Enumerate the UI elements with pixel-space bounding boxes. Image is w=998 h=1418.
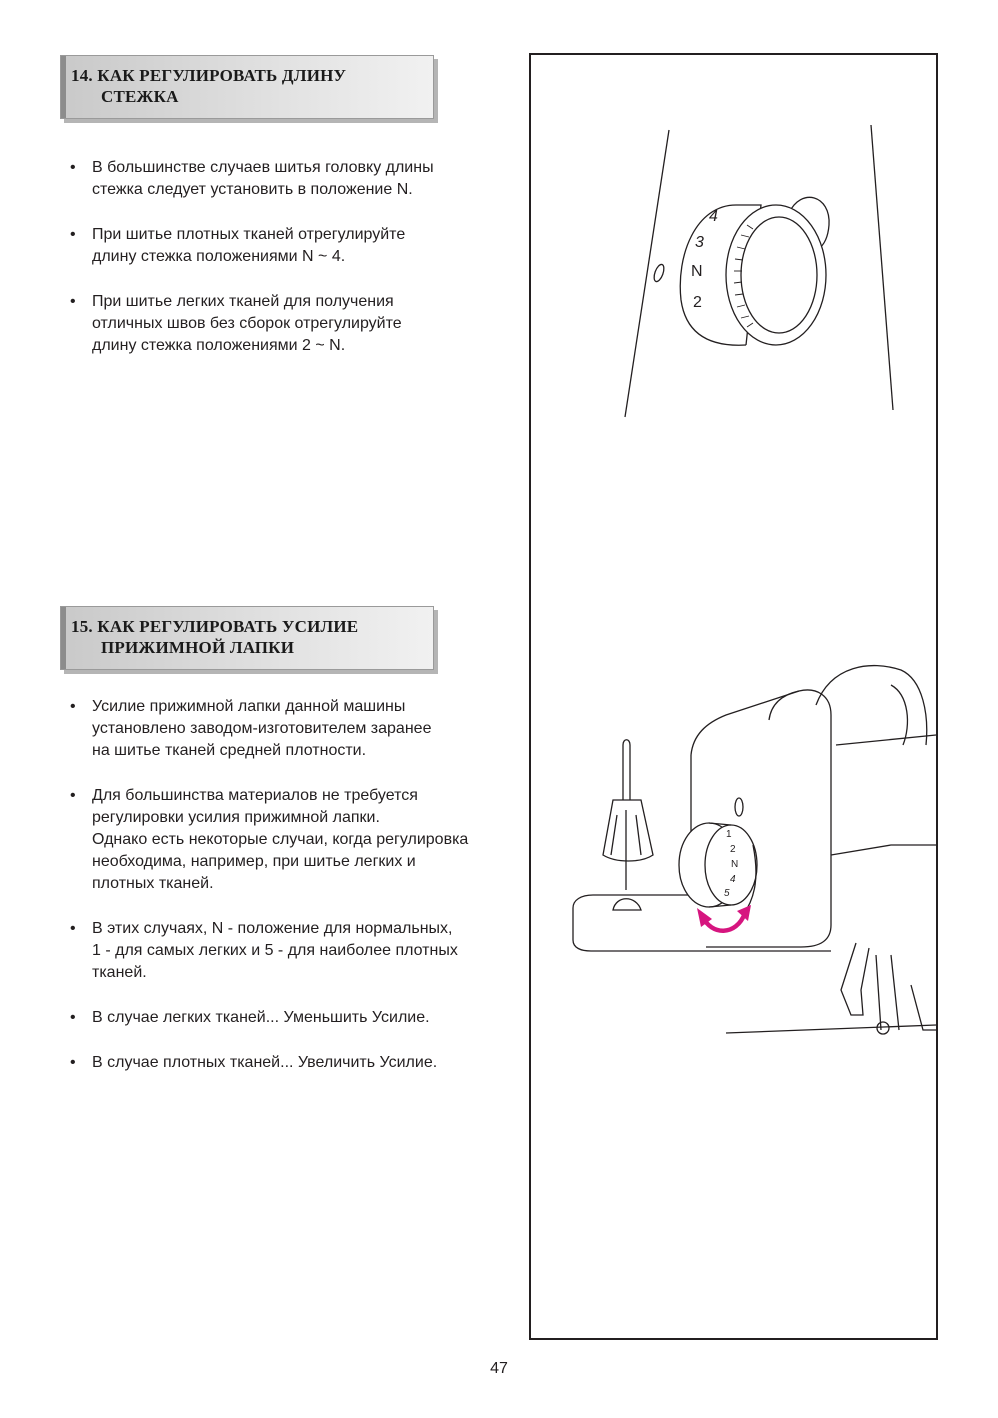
section-14-title-line2: СТЕЖКА bbox=[101, 87, 179, 106]
pressure-dial-label: 4 bbox=[730, 874, 736, 885]
pressure-dial-label: 5 bbox=[724, 888, 730, 899]
pressure-dial-label: 1 bbox=[726, 829, 732, 840]
bullet-item: • В этих случаях, N - положение для нормальных, 1 - для самых легких и 5 - для наиболее плотных тканей. bbox=[60, 918, 520, 984]
rotate-arrow-icon bbox=[697, 905, 751, 931]
bullet-item: • Для большинства материалов не требуется регулировки усилия прижимной лапки. Однако есть некоторые случаи, когда регулировка необходима, например, при шитье легких и плотных тканей. bbox=[60, 785, 520, 895]
presser-pressure-illustration bbox=[573, 666, 936, 1034]
bullet-item: • При шитье плотных тканей отрегулируйте длину стежка положениями N ~ 4. bbox=[60, 224, 520, 268]
bullet-item: • В случае плотных тканей... Увеличить Усилие. bbox=[60, 1052, 520, 1074]
pressure-dial-label: 2 bbox=[730, 844, 736, 855]
illustrations bbox=[531, 55, 936, 1338]
bullet-item: • Усилие прижимной лапки данной машины установлено заводом-изготовителем заранее на шитье тканей средней плотности. bbox=[60, 696, 520, 762]
illustration-frame bbox=[529, 53, 938, 1340]
stitch-dial-label: 2 bbox=[693, 294, 702, 311]
section-14-title-line1: 14. КАК РЕГУЛИРОВАТЬ ДЛИНУ bbox=[71, 66, 347, 85]
stitch-length-dial-illustration bbox=[625, 125, 893, 417]
section-15-title bbox=[71, 616, 427, 658]
section-15-heading bbox=[60, 606, 434, 670]
section-15-title-line2: ПРИЖИМНОЙ ЛАПКИ bbox=[101, 638, 295, 657]
section-14-heading bbox=[60, 55, 434, 119]
section-14-title bbox=[71, 65, 427, 107]
section-14-bullets bbox=[60, 157, 520, 380]
heading-accent-bar bbox=[61, 56, 66, 118]
bullet-item: • При шитье легких тканей для получения отличных швов без сборок отрегулируйте длину стежка положениями 2 ~ N. bbox=[60, 291, 520, 357]
bullet-item: • В случае легких тканей... Уменьшить Усилие. bbox=[60, 1007, 520, 1029]
stitch-dial-label: N bbox=[691, 263, 703, 280]
bullet-item: • В большинстве случаев шитья головку длины стежка следует установить в положение N. bbox=[60, 157, 520, 201]
heading-accent-bar bbox=[61, 607, 66, 669]
stitch-dial-label: 4 bbox=[709, 208, 718, 225]
section-15-bullets bbox=[60, 696, 520, 1097]
section-15-title-line1: 15. КАК РЕГУЛИРОВАТЬ УСИЛИЕ bbox=[71, 617, 359, 636]
stitch-dial-label: 3 bbox=[695, 234, 704, 251]
pressure-dial-label: N bbox=[731, 859, 739, 870]
page-number: 47 bbox=[490, 1360, 508, 1377]
